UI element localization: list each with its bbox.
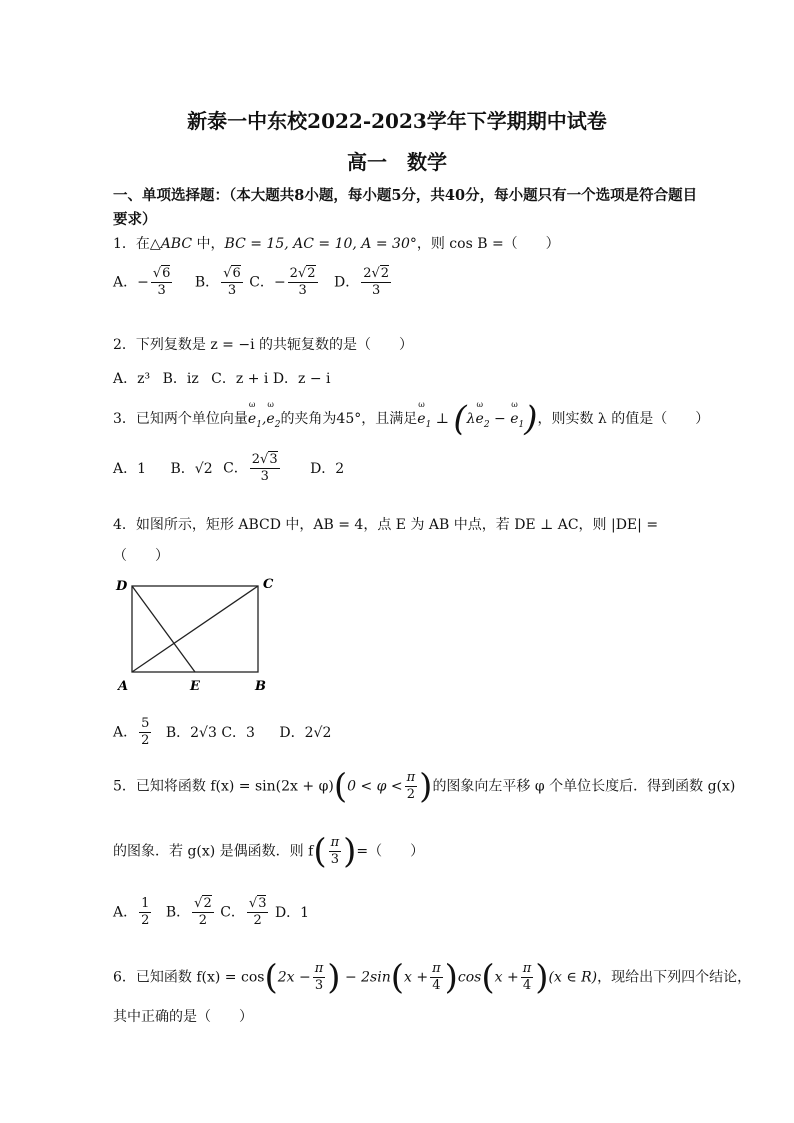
exam-subtitle: 高一 数学 [347, 150, 447, 174]
fraction: $\frac{1}{2}$ [141, 896, 150, 928]
q2-option-d[interactable]: D．z − i [272, 371, 331, 387]
q1-option-c[interactable]: C．− $\frac{2√2}{3}$ [249, 266, 316, 298]
q3-stem-a: 3．已知两个单位向量 [113, 411, 248, 427]
label-e: E [190, 679, 200, 694]
q5-option-c-label: C． [220, 904, 245, 921]
q1-option-a[interactable]: A．− $\frac{√6}{3}$ [113, 266, 171, 298]
fraction: $\frac{2√2}{3}$ [289, 266, 316, 298]
q1-option-d-label: D． [333, 274, 360, 291]
q4-option-b[interactable]: B．2√3 [165, 724, 217, 741]
q1-triangle: ABC [160, 236, 193, 252]
label-b: B [255, 679, 266, 694]
exam-title: 新泰一中东校2022-2023学年下学期期中试卷 [187, 109, 607, 133]
q5-option-c[interactable] [220, 896, 270, 929]
q2-option-c[interactable]: C．z + i [211, 371, 269, 387]
q4-option-c[interactable]: C．3 [221, 724, 255, 741]
fraction: $\frac{\pi}{4}$ [522, 961, 532, 993]
question-2-options [113, 368, 331, 388]
fraction: $\frac{2√3}{3}$ [251, 452, 278, 484]
q5-stem-a: 5．已知将函数 f(x) = sin(2x + φ) [113, 778, 334, 795]
question-1-options [113, 266, 393, 299]
q3-option-c[interactable] [223, 452, 282, 485]
q1-prefix: 1．在△ [113, 236, 161, 252]
q3-option-d[interactable]: D．2 [310, 460, 345, 477]
q3-vectors: ω $e_1,\omega$ $e_2$ [248, 411, 281, 427]
q1-option-b[interactable] [195, 266, 245, 299]
question-4-options [113, 716, 331, 749]
q1-option-d[interactable] [334, 266, 393, 299]
fraction: $\frac{\pi}{3}$ [314, 961, 324, 993]
q4-option-a-label: A． [113, 724, 138, 741]
question-4-paren: （ ） [113, 548, 169, 564]
q3-stem-b: 的夹角为45°，且满足 [280, 411, 418, 427]
q3-stem-c: ，则实数 λ 的值是（ ） [537, 411, 710, 427]
rectangle-figure [112, 574, 272, 696]
q5-stem-b: 的图象向左平移 φ 个单位长度后．得到函数 g(x) [432, 778, 736, 795]
q3-option-b[interactable]: B．√2 [170, 460, 213, 477]
question-5-stem-line2: 的图象．若 g(x) 是偶函数．则 f( $\frac{\pi}{3}$ )=（ ） [113, 831, 425, 872]
question-1-stem [113, 233, 560, 253]
question-2-stem: 2．下列复数是 z = −i 的共轭复数的是（ ） [113, 337, 414, 353]
question-5-options [113, 896, 309, 929]
label-a: A [118, 679, 129, 694]
q4-option-d[interactable]: D．2√2 [279, 724, 332, 741]
question-5-stem-line1: 5．已知将函数 f(x) = sin(2x + φ)(0 < φ < $\frac{\pi}{2}$ )的图象向左平移 φ 个单位长度后．得到函数 g(x) [113, 766, 736, 807]
segment-ac [132, 586, 258, 672]
q1-mid: 中， [192, 236, 225, 252]
fraction: $\frac{\pi}{3}$ [330, 835, 340, 867]
q3-option-a[interactable]: A．1 [113, 460, 147, 477]
fraction: $\frac{√3}{2}$ [248, 896, 267, 928]
fraction: $\frac{√6}{3}$ [152, 266, 171, 298]
q5-option-b[interactable] [166, 896, 216, 929]
q4-option-a[interactable] [113, 716, 153, 749]
q1-option-a-label: A． [113, 274, 138, 291]
fraction: $\frac{√2}{2}$ [194, 896, 212, 928]
q5-option-a[interactable] [113, 896, 153, 929]
fraction: $\frac{√6}{3}$ [223, 266, 241, 298]
question-6-stem-line2: 其中正确的是（ ） [113, 1009, 253, 1025]
q5-option-d[interactable]: D．1 [274, 904, 310, 921]
segment-de [132, 586, 195, 672]
fraction: $\frac{5}{2}$ [141, 716, 150, 748]
label-d: D [116, 579, 128, 594]
q2-option-a[interactable]: A．z³ [113, 371, 151, 387]
q6-stem-a: 6．已知函数 f(x) = cos [113, 969, 265, 986]
fraction: $\frac{2√2}{3}$ [363, 266, 390, 298]
question-3-stem [113, 399, 710, 439]
q1-option-b-label: B． [194, 274, 220, 291]
q1-option-c-label: C． [249, 274, 274, 291]
q2-option-b[interactable]: B．iz [162, 371, 199, 387]
q6-stem-b: ，现给出下列四个结论， [597, 969, 752, 986]
question-3-options [113, 452, 344, 485]
q5-option-a-label: A． [113, 904, 138, 921]
label-c: C [263, 577, 274, 592]
question-6-stem-line1: 6．已知函数 f(x) = cos(2x − $\frac{\pi}{3}$ ) − 2sin(x + $\frac{\pi}{4}$ )cos(x + $\frac{\pi}{4}$ )(x ∈ R)，现给出下列四个结论， [113, 957, 752, 998]
q1-conditions: BC = 15, AC = 10, A = 30° [224, 236, 417, 252]
q3-condition: ω $e_1$ ⊥ (λω $e_2 - \omega$ $e_1$) [417, 411, 537, 427]
section-heading: 一、单项选择题：（本大题共8小题，每小题5分，共40分，每小题只有一个选项是符合题目要求） [113, 187, 698, 228]
q5-stem-c: 的图象．若 g(x) 是偶函数．则 f [113, 843, 314, 860]
q3-option-c-label: C． [223, 460, 248, 477]
fraction: $\frac{\pi}{4}$ [432, 961, 441, 993]
q1-tail: ，则 cos B =（ ） [416, 236, 560, 252]
q5-option-b-label: B． [165, 904, 191, 921]
q5-stem-d: =（ ） [356, 843, 425, 860]
question-4-stem: 4．如图所示，矩形 ABCD 中，AB = 4，点 E 为 AB 中点，若 DE ⊥ AC，则 |DE| = [113, 517, 659, 533]
fraction: $\frac{\pi}{2}$ [406, 770, 416, 802]
